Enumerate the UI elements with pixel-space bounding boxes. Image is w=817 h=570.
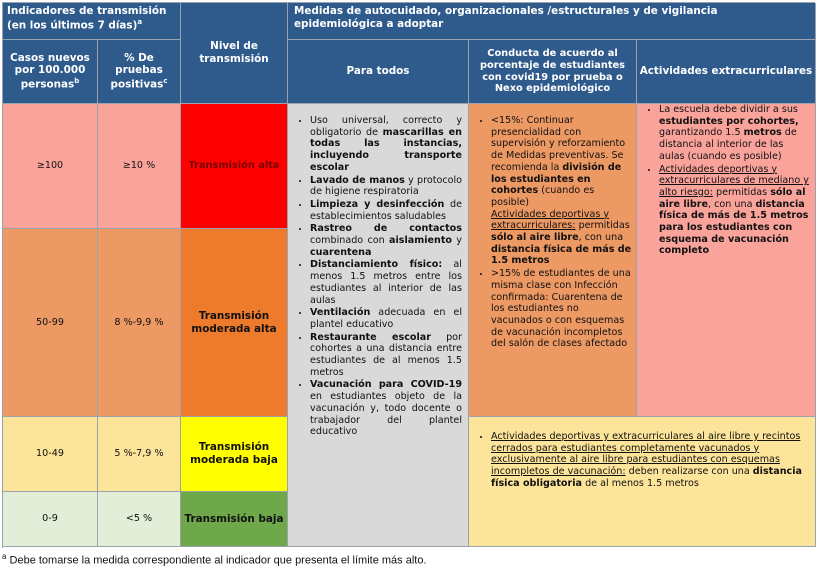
conduct-cell: [469, 104, 637, 417]
level-mod-high-text: Transmisión moderada alta: [191, 309, 277, 335]
for-all-item-ventilation: • Ventilación adecuada en el plantel educativo: [310, 307, 462, 330]
conduct-list: [469, 115, 632, 351]
indicators-header-text: Indicadores de transmisión (en los últimos 7 días): [7, 5, 167, 32]
level-header: [181, 3, 288, 104]
for-all-cell: [288, 104, 469, 547]
for-all-header-text: Para todos: [346, 65, 410, 78]
tests-header-text: % De pruebas positivas: [110, 51, 164, 91]
level-high: [181, 104, 288, 229]
extra-item-sports: • Actividades deportivas y extracurriculares de mediano y alto riesgo: permitidas sólo al aire libre, con una distancia física de más de 1.5 metros para los estudiantes con esquema de vacunación completo: [659, 164, 809, 258]
for-all-item-restaurant: • Restaurante escolar por cohortes a una distancia entre estudiantes de al menos 1.5 metros: [310, 332, 462, 379]
level-low: [181, 492, 288, 547]
footnote-text: Debe tomarse la medida correspondiente al indicador que presenta el límite más alto.: [6, 554, 427, 567]
tests-mod-low: [98, 417, 181, 492]
indicators-header: [3, 3, 181, 40]
low-merged-item: • Actividades deportivas y extracurriculares al aire libre y recintos cerrados para estudiantes completamente vacunados y exclusivamente al aire libre para estudiantes con esquemas incompletos de vacunación: deben realizarse con una distancia física obligatoria de al menos 1.5 metros: [491, 431, 809, 490]
tests-high-text: ≥10 %: [122, 160, 156, 172]
cases-mod-high-text: 50-99: [36, 316, 64, 328]
cases-high-text: ≥100: [36, 160, 64, 172]
level-header-text: Nivel de transmisión: [199, 40, 269, 65]
cases-mod-low-text: 10-49: [36, 448, 64, 460]
level-low-text: Transmisión baja: [184, 512, 284, 525]
for-all-item-tracing: • Rastreo de contactos combinado con aislamiento y cuarentena: [310, 223, 462, 258]
tests-mod-high-text: 8 %-9,9 %: [114, 316, 164, 328]
level-high-text: Transmisión alta: [188, 160, 280, 172]
level-mod-high: [181, 229, 288, 417]
tests-low: [98, 492, 181, 547]
for-all-item-cleaning: • Limpieza y desinfección de establecimientos saludables: [310, 199, 462, 222]
footnote: [2, 552, 427, 567]
conduct-item-under-15: • <15%: Continuar presencialidad con supervisión y reforzamiento de Medidas preventivas. Se recomienda la división de los estudiantes en cohortes (cuando es posible) Actividades deportivas y extracurriculares: permitidas sólo al aire libre, con una distancia física de más de 1.5 metros: [491, 115, 632, 267]
level-mod-low: [181, 417, 288, 492]
conduct-item-over-15: • >15% de estudiantes de una misma clase con Infección confirmada: Cuarentena de los estudiantes no vacunados o con esquemas de vacunación incompletos del salón de clases afectado: [491, 268, 632, 350]
transmission-table: [2, 2, 815, 548]
for-all-item-handwash: • Lavado de manos y protocolo de higiene respiratoria: [310, 175, 462, 198]
extra-header: [637, 40, 816, 104]
conduct-header-text: Conducta de acuerdo al porcentaje de estudiantes con covid19 por prueba o Nexo epidemiológico: [479, 47, 626, 95]
measures-header: [288, 3, 816, 40]
cases-header: [3, 40, 98, 104]
extra-list: [637, 104, 809, 258]
cases-high: [3, 104, 98, 229]
tests-mod-low-text: 5 %-7,9 %: [114, 448, 164, 460]
for-all-item-masks: • Uso universal, correcto y obligatorio de mascarillas en todas las instancias, incluyendo transporte escolar: [310, 115, 462, 174]
tests-header: [98, 40, 181, 104]
for-all-header: [288, 40, 469, 104]
extra-item-cohorts: • La escuela debe dividir a sus estudiantes por cohortes, garantizando 1.5 metros de distancia al interior de las aulas (cuando es posible): [659, 104, 809, 163]
tests-mod-high: [98, 229, 181, 417]
cases-mod-high: [3, 229, 98, 417]
cases-low-text: 0-9: [42, 513, 58, 525]
indicators-header-sup: a: [137, 17, 143, 26]
for-all-item-vaccination: • Vacunación para COVID-19 en estudiantes objeto de la vacunación y, todo docente o trabajador del plantel educativo: [310, 379, 462, 438]
low-merged-list: [469, 431, 809, 491]
for-all-item-distance: • Distanciamiento físico: al menos 1.5 metros entre los estudiantes al interior de las aulas: [310, 259, 462, 306]
cases-low: [3, 492, 98, 547]
tests-high: [98, 104, 181, 229]
level-mod-low-text: Transmisión moderada baja: [190, 441, 278, 466]
conduct-header: [469, 40, 637, 104]
extra-cell: [637, 104, 816, 417]
extra-header-text: Actividades extracurriculares: [639, 65, 813, 78]
tests-header-sup: c: [163, 77, 168, 86]
for-all-list: [288, 115, 462, 439]
cases-mod-low: [3, 417, 98, 492]
footnote-sup: a: [2, 552, 7, 561]
low-merged-cell: [469, 417, 816, 547]
cases-header-text: Casos nuevos por 100.000 personas: [10, 51, 90, 91]
cases-header-sup: b: [74, 77, 80, 86]
tests-low-text: <5 %: [125, 513, 153, 525]
measures-header-text: Medidas de autocuidado, organizacionales /estructurales y de vigilancia epidemiológica a adoptar: [294, 5, 718, 30]
